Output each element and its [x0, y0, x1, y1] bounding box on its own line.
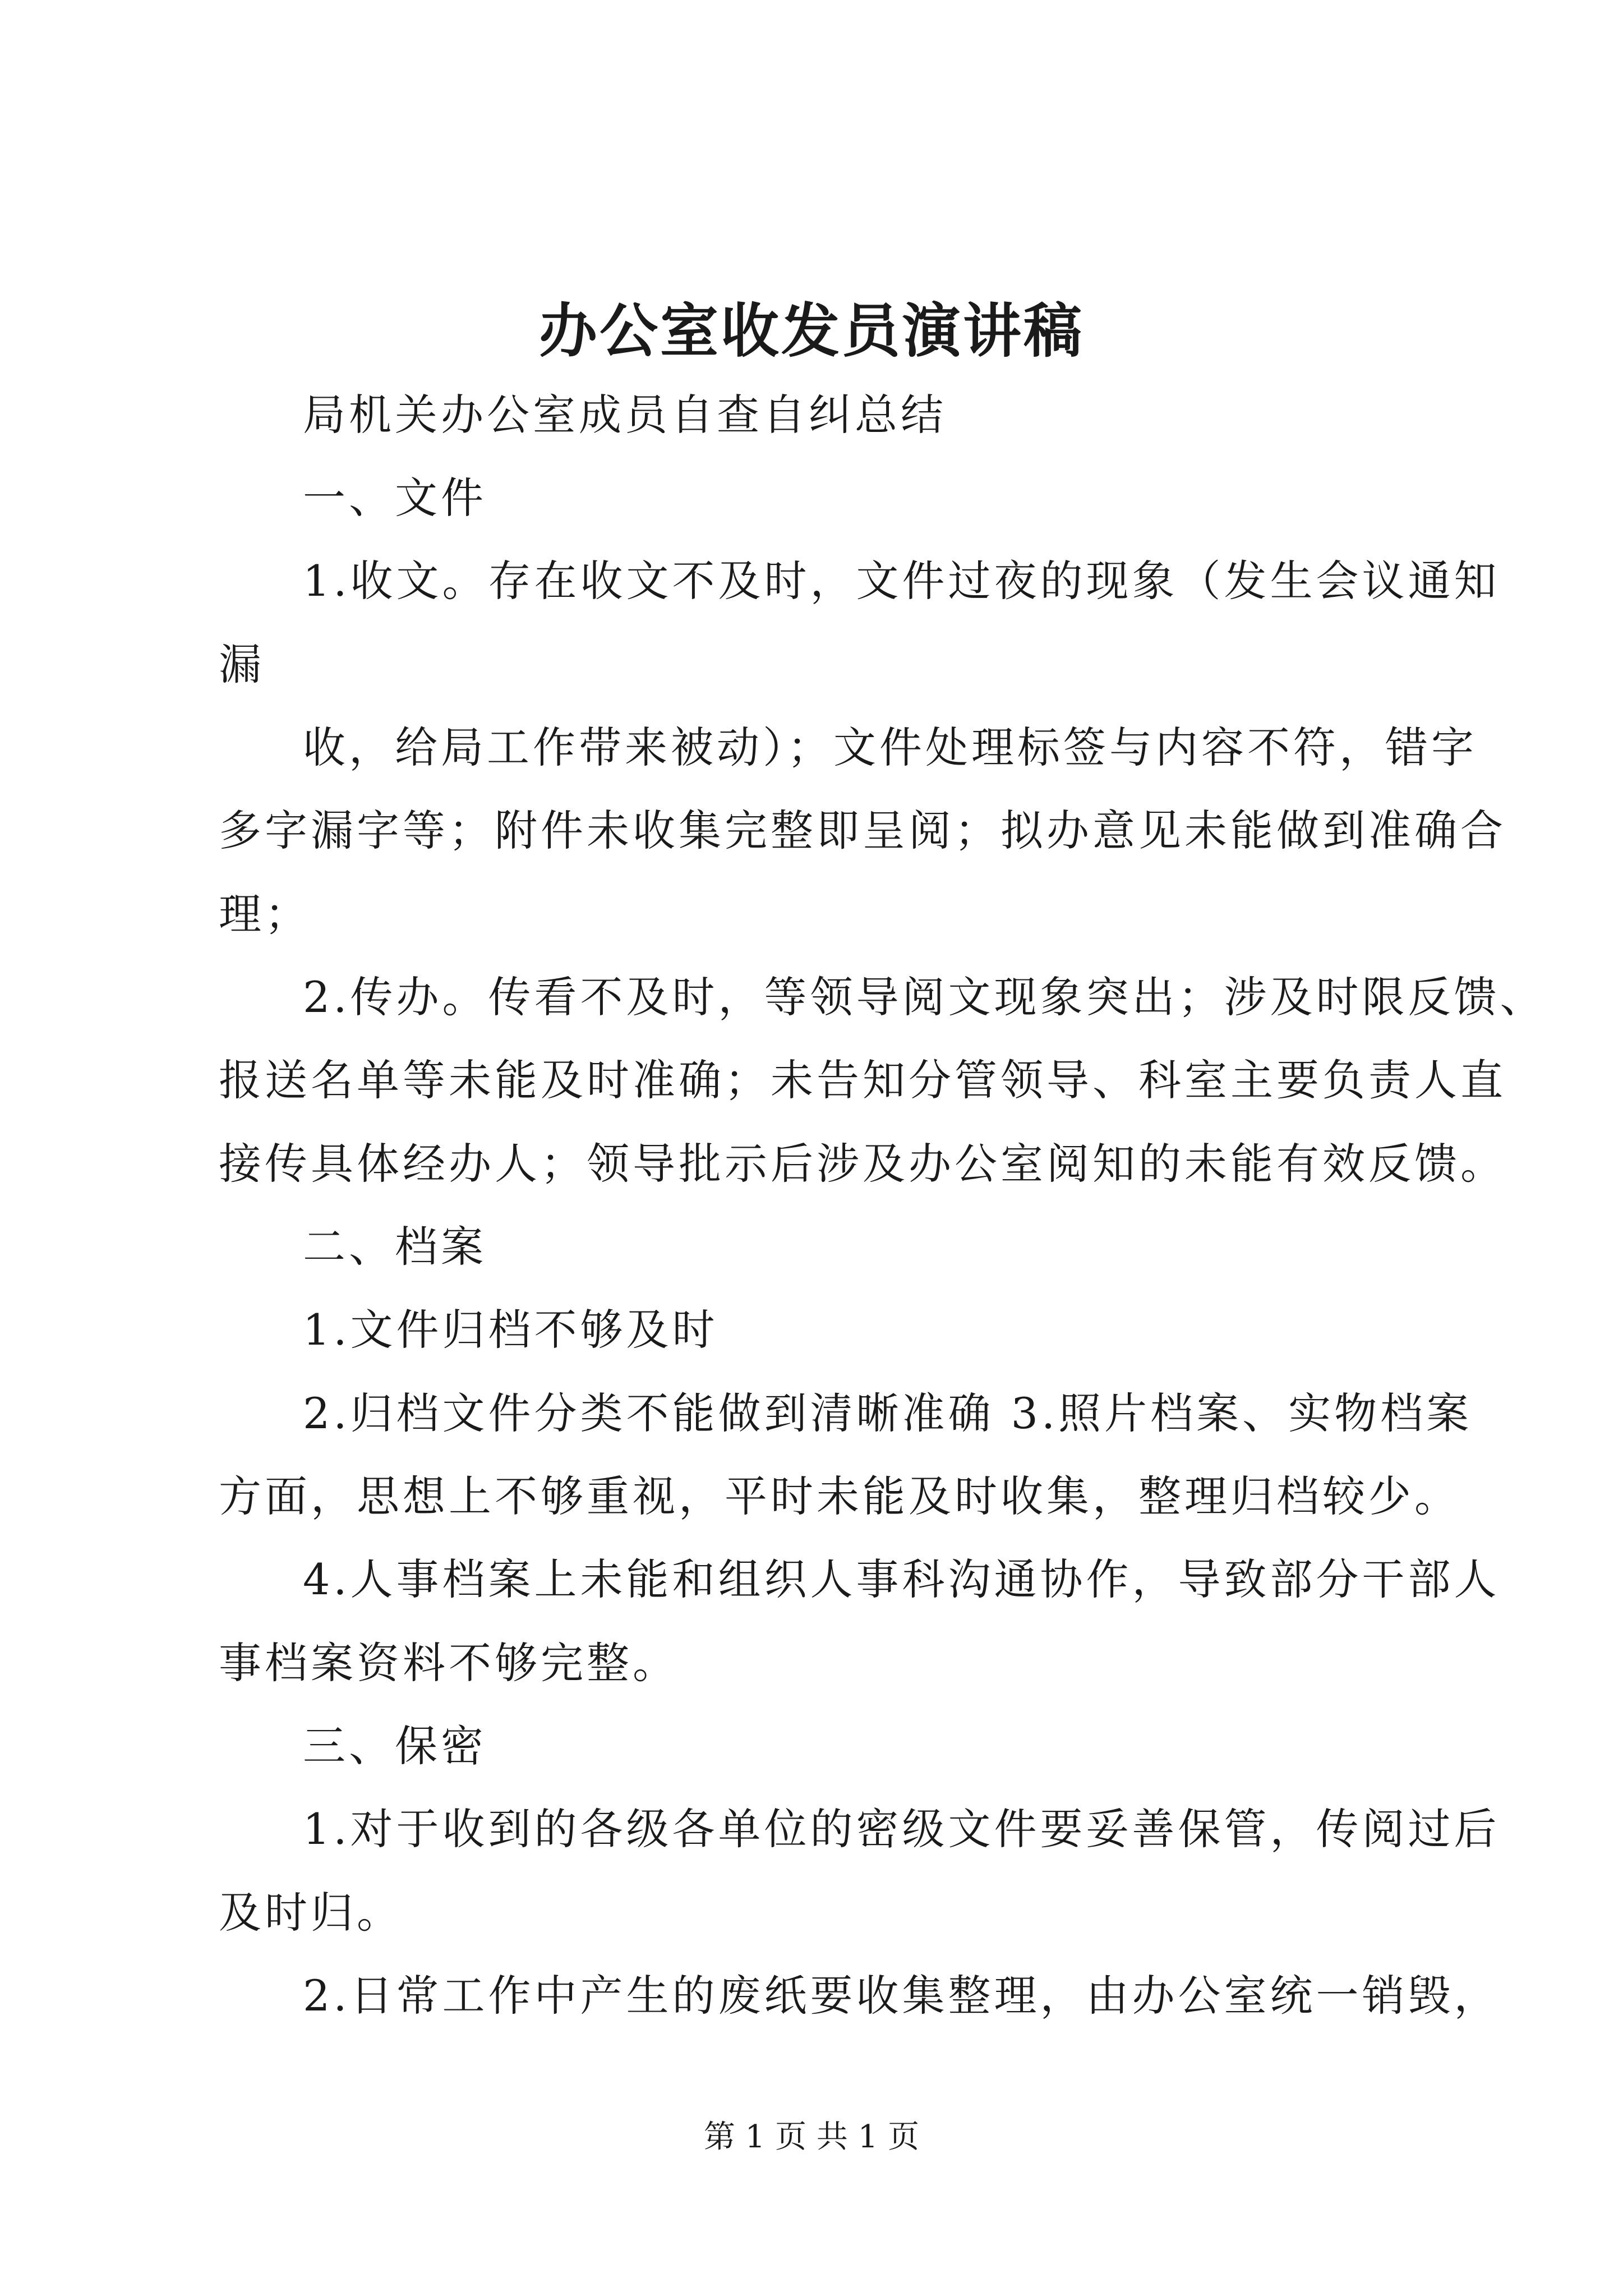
document-title: 办公室收发员演讲稿 — [538, 296, 1084, 365]
body-line: 理； — [219, 889, 311, 939]
section-heading: 二、档案 — [303, 1222, 487, 1272]
body-line: 1.文件归档不够及时 — [303, 1305, 718, 1355]
body-line: 2.归档文件分类不能做到清晰准确 3.照片档案、实物档案 — [303, 1388, 1473, 1438]
body-line: 局机关办公室成员自查自纠总结 — [303, 390, 947, 440]
body-line: 事档案资料不够完整。 — [219, 1638, 679, 1688]
body-line: 2.传办。传看不及时，等领导阅文现象突出；涉及时限反馈、 — [303, 972, 1546, 1022]
body-line: 接传具体经办人；领导批示后涉及办公室阅知的未能有效反馈。 — [219, 1139, 1506, 1189]
section-heading: 一、文件 — [303, 473, 487, 523]
body-line: 多字漏字等；附件未收集完整即呈阅；拟办意见未能做到准确合 — [219, 806, 1506, 855]
body-line: 方面，思想上不够重视，平时未能及时收集，整理归档较少。 — [219, 1471, 1460, 1521]
page-footer: 第 1 页 共 1 页 — [703, 2119, 920, 2155]
body-line: 4.人事档案上未能和组织人事科沟通协作，导致部分干部人 — [303, 1554, 1500, 1604]
section-heading: 三、保密 — [303, 1721, 487, 1771]
body-line: 收，给局工作带来被动）；文件处理标签与内容不符，错字 — [303, 723, 1477, 772]
body-line: 1.对于收到的各级各单位的密级文件要妥善保管，传阅过后 — [303, 1804, 1500, 1854]
body-line: 2.日常工作中产生的废纸要收集整理，由办公室统一销毁， — [303, 1971, 1500, 2021]
body-line: 1.收文。存在收文不及时，文件过夜的现象（发生会议通知 — [303, 556, 1500, 606]
body-line: 报送名单等未能及时准确；未告知分管领导、科室主要负责人直 — [219, 1055, 1506, 1105]
body-line: 及时归。 — [219, 1888, 403, 1938]
body-line: 漏 — [219, 639, 265, 689]
